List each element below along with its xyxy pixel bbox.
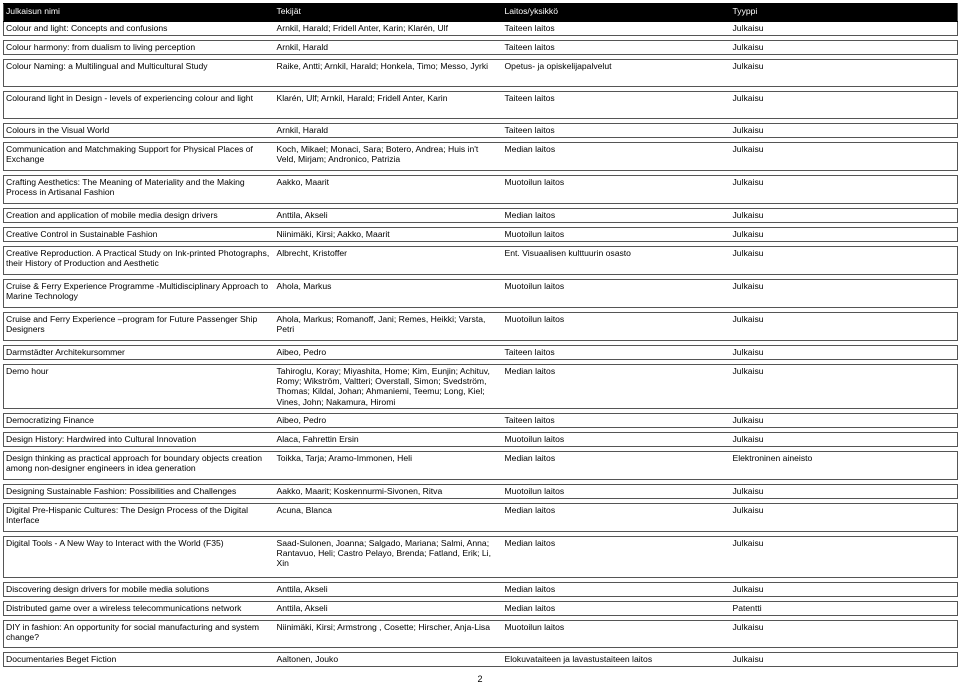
- table-row: [4, 313, 958, 341]
- table-row: [4, 92, 958, 119]
- table-row: [4, 601, 958, 615]
- table-row: [4, 280, 958, 308]
- cell-title: Colours in the Visual World: [4, 124, 275, 138]
- header-title: Julkaisun nimi: [4, 4, 275, 22]
- cell-title: Demo hour: [4, 365, 275, 409]
- cell-authors: Toikka, Tarja; Aramo-Immonen, Heli: [275, 451, 503, 479]
- cell-type: Elektroninen aineisto: [731, 451, 958, 479]
- table-row: [4, 228, 958, 242]
- cell-type: Julkaisu: [731, 503, 958, 531]
- cell-authors: Niinimäki, Kirsi; Armstrong , Cosette; Hirscher, Anja-Lisa: [275, 620, 503, 647]
- page-number: 2: [477, 674, 483, 684]
- cell-department: Median laitos: [503, 365, 731, 409]
- cell-title: Discovering design drivers for mobile media solutions: [4, 582, 275, 596]
- cell-department: Ent. Visuaalisen kulttuurin osasto: [503, 247, 731, 275]
- cell-type: Julkaisu: [731, 176, 958, 204]
- cell-authors: Koch, Mikael; Monaci, Sara; Botero, Andrea; Huis in't Veld, Mirjam; Andronico, Patrizia: [275, 143, 503, 171]
- table-row: [4, 365, 958, 409]
- cell-type: Julkaisu: [731, 484, 958, 498]
- cell-type: Julkaisu: [731, 247, 958, 275]
- cell-authors: Ahola, Markus; Romanoff, Jani; Remes, Heikki; Varsta, Petri: [275, 313, 503, 341]
- cell-type: Julkaisu: [731, 22, 958, 36]
- cell-department: Muotoilun laitos: [503, 432, 731, 446]
- cell-title: DIY in fashion: An opportunity for social manufacturing and system change?: [4, 620, 275, 647]
- cell-title: Colourand light in Design - levels of experiencing colour and light: [4, 92, 275, 119]
- cell-type: Julkaisu: [731, 432, 958, 446]
- cell-authors: Arnkil, Harald; Fridell Anter, Karin; Klarén, Ulf: [275, 22, 503, 36]
- cell-title: Digital Tools - A New Way to Interact with the World (F35): [4, 536, 275, 577]
- cell-authors: Saad-Sulonen, Joanna; Salgado, Mariana; Salmi, Anna; Rantavuo, Heli; Castro Pelayo, Brenda; Fatland, Erik; Li, Xin: [275, 536, 503, 577]
- cell-type: Julkaisu: [731, 228, 958, 242]
- cell-authors: Klarén, Ulf; Arnkil, Harald; Fridell Anter, Karin: [275, 92, 503, 119]
- cell-department: Taiteen laitos: [503, 92, 731, 119]
- cell-title: Design History: Hardwired into Cultural Innovation: [4, 432, 275, 446]
- table-row: [4, 176, 958, 204]
- cell-type: Julkaisu: [731, 346, 958, 360]
- table-row: [4, 143, 958, 171]
- cell-title: Creative Control in Sustainable Fashion: [4, 228, 275, 242]
- cell-type: Julkaisu: [731, 41, 958, 55]
- cell-type: Julkaisu: [731, 124, 958, 138]
- cell-title: Creative Reproduction. A Practical Study on Ink-printed Photographs, their History of Production and Aesthetic: [4, 247, 275, 275]
- cell-authors: Anttila, Akseli: [275, 601, 503, 615]
- cell-title: Digital Pre-Hispanic Cultures: The Design Process of the Digital Interface: [4, 503, 275, 531]
- cell-department: Muotoilun laitos: [503, 228, 731, 242]
- cell-department: Median laitos: [503, 209, 731, 223]
- cell-department: Median laitos: [503, 503, 731, 531]
- table-row: [4, 503, 958, 531]
- table-row: [4, 536, 958, 577]
- publications-table: [3, 3, 958, 667]
- cell-title: Documentaries Beget Fiction: [4, 652, 275, 666]
- cell-department: Taiteen laitos: [503, 41, 731, 55]
- table-row: [4, 60, 958, 87]
- table-row: [4, 22, 958, 36]
- cell-department: Median laitos: [503, 451, 731, 479]
- cell-title: Colour harmony: from dualism to living perception: [4, 41, 275, 55]
- cell-authors: Alaca, Fahrettin Ersin: [275, 432, 503, 446]
- cell-authors: Raike, Antti; Arnkil, Harald; Honkela, Timo; Messo, Jyrki: [275, 60, 503, 87]
- cell-type: Julkaisu: [731, 60, 958, 87]
- table-row: [4, 432, 958, 446]
- cell-type: Julkaisu: [731, 280, 958, 308]
- cell-title: Distributed game over a wireless telecommunications network: [4, 601, 275, 615]
- cell-authors: Acuna, Blanca: [275, 503, 503, 531]
- table-row: [4, 209, 958, 223]
- cell-authors: Aaltonen, Jouko: [275, 652, 503, 666]
- cell-authors: Ahola, Markus: [275, 280, 503, 308]
- cell-type: Julkaisu: [731, 652, 958, 666]
- header-type: Tyyppi: [731, 4, 958, 22]
- table-header-row: [4, 4, 958, 22]
- table-row: [4, 346, 958, 360]
- cell-title: Darmstädter Architekursommer: [4, 346, 275, 360]
- cell-title: Cruise and Ferry Experience –program for Future Passenger Ship Designers: [4, 313, 275, 341]
- cell-department: Muotoilun laitos: [503, 280, 731, 308]
- cell-department: Taiteen laitos: [503, 22, 731, 36]
- header-department: Laitos/yksikkö: [503, 4, 731, 22]
- table-row: [4, 413, 958, 427]
- cell-department: Taiteen laitos: [503, 346, 731, 360]
- cell-title: Design thinking as practical approach for boundary objects creation among non-designer engineers in idea generation: [4, 451, 275, 479]
- cell-type: Julkaisu: [731, 143, 958, 171]
- table-row: [4, 451, 958, 479]
- table-body: [4, 22, 958, 667]
- table-row: [4, 582, 958, 596]
- cell-authors: Albrecht, Kristoffer: [275, 247, 503, 275]
- cell-authors: Arnkil, Harald: [275, 41, 503, 55]
- table-row: [4, 124, 958, 138]
- table-row: [4, 41, 958, 55]
- cell-type: Julkaisu: [731, 413, 958, 427]
- cell-type: Julkaisu: [731, 92, 958, 119]
- cell-department: Muotoilun laitos: [503, 176, 731, 204]
- cell-authors: Aibeo, Pedro: [275, 413, 503, 427]
- cell-title: Democratizing Finance: [4, 413, 275, 427]
- cell-title: Colour Naming: a Multilingual and Multicultural Study: [4, 60, 275, 87]
- cell-type: Julkaisu: [731, 582, 958, 596]
- cell-title: Designing Sustainable Fashion: Possibilities and Challenges: [4, 484, 275, 498]
- cell-authors: Anttila, Akseli: [275, 209, 503, 223]
- header-authors: Tekijät: [275, 4, 503, 22]
- cell-department: Taiteen laitos: [503, 413, 731, 427]
- cell-type: Julkaisu: [731, 536, 958, 577]
- cell-title: Colour and light: Concepts and confusions: [4, 22, 275, 36]
- cell-type: Julkaisu: [731, 209, 958, 223]
- cell-department: Opetus- ja opiskelijapalvelut: [503, 60, 731, 87]
- cell-authors: Aibeo, Pedro: [275, 346, 503, 360]
- cell-title: Communication and Matchmaking Support for Physical Places of Exchange: [4, 143, 275, 171]
- cell-title: Creation and application of mobile media design drivers: [4, 209, 275, 223]
- cell-authors: Tahiroglu, Koray; Miyashita, Home; Kim, Eunjin; Achituv, Romy; Wikström, Valtteri; Overstall, Simon; Svedström, Thomas; Kildal, Johan; Ahmaniemi, Teemu; Long, Kiel; Vines, John; Nakamura, Hiromi: [275, 365, 503, 409]
- cell-title: Cruise & Ferry Experience Programme -Multidisciplinary Approach to Marine Technology: [4, 280, 275, 308]
- table-row: [4, 652, 958, 666]
- cell-department: Muotoilun laitos: [503, 313, 731, 341]
- cell-authors: Niinimäki, Kirsi; Aakko, Maarit: [275, 228, 503, 242]
- cell-type: Patentti: [731, 601, 958, 615]
- cell-authors: Anttila, Akseli: [275, 582, 503, 596]
- cell-department: Median laitos: [503, 582, 731, 596]
- cell-type: Julkaisu: [731, 620, 958, 647]
- table-row: [4, 484, 958, 498]
- cell-title: Crafting Aesthetics: The Meaning of Materiality and the Making Process in Artisanal Fashion: [4, 176, 275, 204]
- cell-department: Elokuvataiteen ja lavastustaiteen laitos: [503, 652, 731, 666]
- cell-authors: Aakko, Maarit: [275, 176, 503, 204]
- cell-department: Muotoilun laitos: [503, 484, 731, 498]
- table-row: [4, 620, 958, 647]
- cell-department: Median laitos: [503, 143, 731, 171]
- cell-authors: Arnkil, Harald: [275, 124, 503, 138]
- cell-department: Taiteen laitos: [503, 124, 731, 138]
- cell-department: Median laitos: [503, 536, 731, 577]
- cell-department: Median laitos: [503, 601, 731, 615]
- cell-department: Muotoilun laitos: [503, 620, 731, 647]
- cell-type: Julkaisu: [731, 313, 958, 341]
- cell-type: Julkaisu: [731, 365, 958, 409]
- cell-authors: Aakko, Maarit; Koskennurmi-Sivonen, Ritva: [275, 484, 503, 498]
- table-row: [4, 247, 958, 275]
